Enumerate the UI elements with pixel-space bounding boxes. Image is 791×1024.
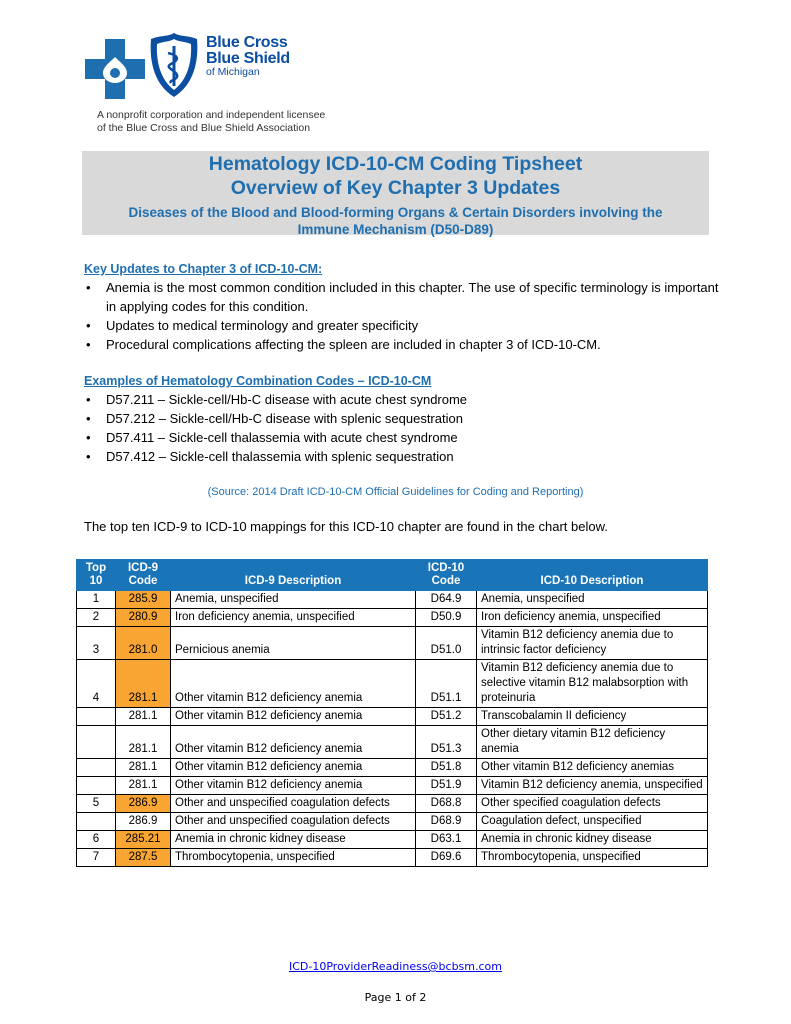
brand-line-2: Blue Shield — [206, 49, 290, 67]
brand-line-3: of Michigan — [206, 66, 260, 78]
cell-top10 — [77, 759, 116, 777]
cell-icd9-code: 280.9 — [116, 609, 171, 627]
cell-icd9-description: Thrombocytopenia, unspecified — [171, 849, 416, 867]
tagline-line-1: A nonprofit corporation and independent licensee — [97, 109, 326, 121]
list-item: • D57.412 – Sickle-cell thalassemia with splenic sequestration — [84, 447, 724, 466]
cell-icd10-code: D51.9 — [416, 777, 477, 795]
blue-shield-icon — [147, 33, 201, 99]
cell-top10: 4 — [77, 660, 116, 708]
cell-icd10-code: D50.9 — [416, 609, 477, 627]
source-citation: (Source: 2014 Draft ICD-10-CM Official Guidelines for Coding and Reporting) — [207, 486, 584, 498]
key-updates-list — [84, 278, 724, 354]
cell-top10 — [77, 726, 116, 759]
cell-icd10-code: D51.8 — [416, 759, 477, 777]
cell-icd10-code: D63.1 — [416, 831, 477, 849]
table-row — [77, 726, 708, 759]
cell-icd10-code: D51.1 — [416, 660, 477, 708]
list-item: • D57.411 – Sickle-cell thalassemia with acute chest syndrome — [84, 428, 724, 447]
cell-icd9-code: 281.1 — [116, 660, 171, 708]
cell-icd10-description: Vitamin B12 deficiency anemia due to selective vitamin B12 malabsorption with proteinuria — [477, 660, 708, 708]
cell-icd10-description: Vitamin B12 deficiency anemia, unspecified — [477, 777, 708, 795]
cell-icd10-code: D68.9 — [416, 813, 477, 831]
mapping-table — [76, 559, 708, 867]
cell-icd10-code: D51.0 — [416, 627, 477, 660]
cell-icd9-code: 285.21 — [116, 831, 171, 849]
chapter-subtitle-line-2: Immune Mechanism (D50-D89) — [297, 222, 494, 237]
table-row — [77, 777, 708, 795]
cell-icd10-code: D51.3 — [416, 726, 477, 759]
table-intro: The top ten ICD-9 to ICD-10 mappings for this ICD-10 chapter are found in the chart below. — [84, 519, 608, 534]
cell-icd9-description: Other and unspecified coagulation defects — [171, 813, 416, 831]
brand-name — [206, 35, 376, 79]
chapter-subtitle-line-1: Diseases of the Blood and Blood-forming Organs & Certain Disorders involving the — [128, 205, 663, 220]
key-updates-heading: Key Updates to Chapter 3 of ICD-10-CM: — [84, 262, 323, 276]
list-item: • D57.212 – Sickle-cell/Hb-C disease with splenic sequestration — [84, 409, 724, 428]
table-row — [77, 831, 708, 849]
cell-top10 — [77, 813, 116, 831]
table-row — [77, 813, 708, 831]
cell-icd9-description: Other vitamin B12 deficiency anemia — [171, 726, 416, 759]
title-banner — [82, 151, 709, 235]
examples-heading: Examples of Hematology Combination Codes – ICD-10-CM — [84, 374, 432, 388]
cell-icd9-description: Other vitamin B12 deficiency anemia — [171, 660, 416, 708]
contact-email-link[interactable]: ICD-10ProviderReadiness@bcbsm.com — [289, 960, 502, 973]
cell-icd9-description: Anemia, unspecified — [171, 591, 416, 609]
cell-icd10-description: Iron deficiency anemia, unspecified — [477, 609, 708, 627]
cell-icd10-description: Thrombocytopenia, unspecified — [477, 849, 708, 867]
cell-icd9-code: 281.1 — [116, 759, 171, 777]
header-icd9-description: ICD-9 Description — [171, 560, 416, 591]
table-row — [77, 591, 708, 609]
cell-icd10-description: Other vitamin B12 deficiency anemias — [477, 759, 708, 777]
list-item: • Anemia is the most common condition included in this chapter. The use of specific terminology is important in applying codes for this condition. — [84, 278, 724, 316]
table-row — [77, 849, 708, 867]
cell-icd9-code: 281.0 — [116, 627, 171, 660]
cell-icd9-code: 285.9 — [116, 591, 171, 609]
tagline-line-2: of the Blue Cross and Blue Shield Association — [97, 121, 311, 134]
header-icd10-code: ICD-10 Code — [416, 560, 477, 591]
page-number: Page 1 of 2 — [364, 991, 427, 1004]
list-item: • Updates to medical terminology and greater specificity — [84, 316, 724, 335]
cell-icd9-code: 286.9 — [116, 795, 171, 813]
cell-top10: 5 — [77, 795, 116, 813]
cell-icd9-code: 287.5 — [116, 849, 171, 867]
blue-cross-icon — [83, 37, 147, 101]
header-top10: Top 10 — [77, 560, 116, 591]
cell-icd10-code: D69.6 — [416, 849, 477, 867]
table-row — [77, 759, 708, 777]
cell-icd10-code: D64.9 — [416, 591, 477, 609]
table-body — [77, 591, 708, 867]
cell-icd10-description: Coagulation defect, unspecified — [477, 813, 708, 831]
cell-icd9-description: Other and unspecified coagulation defects — [171, 795, 416, 813]
cell-top10: 6 — [77, 831, 116, 849]
table-row — [77, 609, 708, 627]
cell-icd10-description: Other specified coagulation defects — [477, 795, 708, 813]
header-icd10-description: ICD-10 Description — [477, 560, 708, 591]
table-row — [77, 627, 708, 660]
cell-icd9-description: Pernicious anemia — [171, 627, 416, 660]
table-row — [77, 795, 708, 813]
cell-icd10-code: D51.2 — [416, 708, 477, 726]
page-subtitle-main: Overview of Key Chapter 3 Updates — [230, 177, 561, 199]
cell-icd9-code: 281.1 — [116, 777, 171, 795]
cell-icd9-code: 281.1 — [116, 726, 171, 759]
brand-line-1: Blue Cross — [206, 34, 288, 51]
cell-top10: 3 — [77, 627, 116, 660]
cell-icd9-description: Anemia in chronic kidney disease — [171, 831, 416, 849]
cell-icd9-description: Other vitamin B12 deficiency anemia — [171, 777, 416, 795]
cell-top10 — [77, 708, 116, 726]
header-icd9-code: ICD-9 Code — [116, 560, 171, 591]
examples-list — [84, 390, 724, 466]
cell-top10: 1 — [77, 591, 116, 609]
cell-icd10-description: Transcobalamin II deficiency — [477, 708, 708, 726]
cell-icd9-description: Other vitamin B12 deficiency anemia — [171, 759, 416, 777]
table-header-row — [77, 560, 708, 591]
cell-icd10-description: Other dietary vitamin B12 deficiency anemia — [477, 726, 708, 759]
cell-icd10-description: Vitamin B12 deficiency anemia due to intrinsic factor deficiency — [477, 627, 708, 660]
table-row — [77, 708, 708, 726]
cell-icd10-code: D68.8 — [416, 795, 477, 813]
cell-icd9-description: Iron deficiency anemia, unspecified — [171, 609, 416, 627]
cell-icd9-code: 286.9 — [116, 813, 171, 831]
tagline — [97, 109, 417, 134]
table-row — [77, 660, 708, 708]
cell-top10: 7 — [77, 849, 116, 867]
cell-icd10-description: Anemia, unspecified — [477, 591, 708, 609]
list-item: • D57.211 – Sickle-cell/Hb-C disease with acute chest syndrome — [84, 390, 724, 409]
page-title: Hematology ICD-10-CM Coding Tipsheet — [208, 153, 583, 175]
cell-icd9-code: 281.1 — [116, 708, 171, 726]
cell-icd10-description: Anemia in chronic kidney disease — [477, 831, 708, 849]
cell-top10 — [77, 777, 116, 795]
cell-top10: 2 — [77, 609, 116, 627]
cell-icd9-description: Other vitamin B12 deficiency anemia — [171, 708, 416, 726]
list-item: • Procedural complications affecting the spleen are included in chapter 3 of ICD-10-CM. — [84, 335, 724, 354]
logo — [83, 33, 383, 103]
